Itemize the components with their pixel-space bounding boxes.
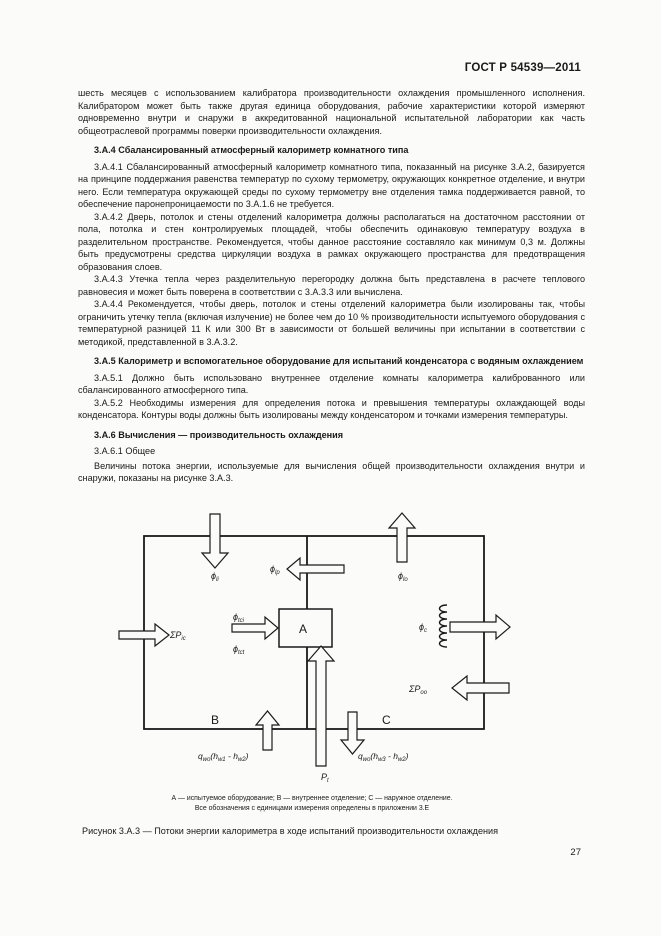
- label-phi-lo: $\phi_{lo}$: [398, 571, 408, 583]
- section-heading-3a4: 3.А.4 Сбалансированный атмосферный калориметр комнатного типа: [94, 145, 409, 155]
- figure-caption: Рисунок 3.А.3 — Потоки энергии калориметра в ходе испытаний производительности охлаждения: [82, 826, 499, 836]
- energy-flow-diagram: [112, 508, 512, 793]
- section-heading-3a5: 3.А.5 Калориметр и вспомогательное оборудование для испытаний конденсатора с водяным охлаждением: [94, 356, 584, 366]
- arrow-sum-p-oo: [452, 676, 509, 700]
- label-box-a: A: [299, 622, 308, 636]
- paragraph-3a52: 3.А.5.2 Необходимы измерения для определения потока и превышения температуры охлаждающей воды конденсатора. Контуры воды должны быть изолированы между конденсатором и точками измерения температуры.: [78, 397, 585, 420]
- label-region-b: B: [211, 713, 220, 727]
- document-body: [78, 87, 585, 485]
- label-phi-li: $\phi_{li}$: [211, 571, 219, 583]
- arrow-water-in: [256, 711, 279, 750]
- figure-legend: [112, 794, 512, 814]
- paragraph-3a42: 3.А.4.2 Дверь, потолок и стены отделений калориметра должны располагаться на достаточном расстоянии от пола, потолка и стен контролируемых площадей, чтобы обеспечить одинаковую температуру воздуха в разделительном пространстве. Рекомендуется, чтобы данное расстояние составляло как минимум 0,3 м. Должны быть предусмотрены средства циркуляции воздуха в рамках окружающего пространства для предотвращения образования слоев.: [78, 211, 585, 272]
- label-phi-c: $\phi_c$: [419, 622, 428, 634]
- label-phi-lp: $\phi_{lp}$: [270, 564, 280, 576]
- paragraph-3a44: 3.А.4.4 Рекомендуется, чтобы дверь, потолок и стены отделений калориметра были изолированы так, чтобы ограничить утечку тепла (включая излучение) не более чем до 10 % производительности испытуемого оборудования с температурной разницей 11 К или 300 Вт в зависимости от большей величины при испытании в соответствии с методикой, представленной в 3.А.3.2.: [78, 299, 585, 347]
- legend-line-2: Все обозначения с единицами измерения определены в приложении 3.Е: [194, 805, 430, 812]
- label-region-c: C: [382, 713, 391, 727]
- arrow-water-out: [341, 712, 364, 754]
- paragraph-3a41: 3.А.4.1 Сбалансированный атмосферный калориметр комнатного типа, показанный на рисунке 3.А.2, базируется на принципе поддержания равенства температур по сухому термометру, окружающих конкретное отделение, и внутри него. Если температура окружающей среды по сухому термометру вне отделения тамка поддерживается равной, то обеспечение паронепроницаемости по 3.А.1.6 не требуется.: [78, 161, 585, 209]
- label-phi-tct: $\phi_{tct}$: [233, 644, 245, 656]
- label-flow-left: $q_{wo}(h_{w1} - h_{w2})$: [198, 751, 249, 763]
- paragraph-3a51: 3.А.5.1 Должно быть использовано внутреннее отделение комнаты калориметра калиброванного или сбалансированного атмосферного типа.: [78, 372, 585, 395]
- page-number: 27: [570, 847, 581, 858]
- arrow-phi-c: [450, 615, 510, 639]
- legend-line-1: А — испытуемое оборудование; В — внутреннее отделение; С — наружное отделение.: [171, 795, 453, 802]
- paragraph-3a61: 3.А.6.1 Общее: [94, 446, 156, 456]
- paragraph-3a43: 3.А.4.3 Утечка тепла через разделительную перегородку должна быть представлена в расчете теплового равновесия и может быть поверена в соответствии с 3.А.3.3 или вычислена.: [78, 274, 585, 297]
- label-sum-p-oo: $\Sigma P_{oo}$: [409, 684, 428, 696]
- arrow-phi-lo: [389, 513, 415, 562]
- label-phi-tci: $\phi_{tci}$: [233, 612, 245, 624]
- paragraph-3a61-body: Величины потока энергии, используемые для вычисления общей производительности охлаждения внутри и снаружи, показаны на рисунке 3.А.3.: [78, 460, 585, 483]
- arrow-p-t: [308, 646, 334, 766]
- arrow-phi-li: [202, 514, 228, 568]
- label-p-t: $P_t$: [321, 772, 329, 784]
- label-sum-p-ic: $\Sigma P_{ic}$: [170, 630, 186, 642]
- standard-number: ГОСТ Р 54539—2011: [464, 62, 581, 74]
- condenser-coil: [440, 605, 448, 647]
- label-flow-right: $q_{wo}(h_{w3} - h_{w2})$: [358, 751, 409, 763]
- intro-paragraph: шесть месяцев с использованием калибратора производительности охлаждения промышленного исполнения. Калибратором может быть также другая единица оборудования, рабочие характеристики которой измеряют одновременно внутри и снаружи в аккредитованной национальной испытательной лаборатории как часть общеотраслевой программы поверки производительности охлаждения.: [78, 88, 585, 136]
- section-heading-3a6: 3.А.6 Вычисления — производительность охлаждения: [94, 429, 344, 440]
- arrow-phi-lp: [287, 558, 344, 580]
